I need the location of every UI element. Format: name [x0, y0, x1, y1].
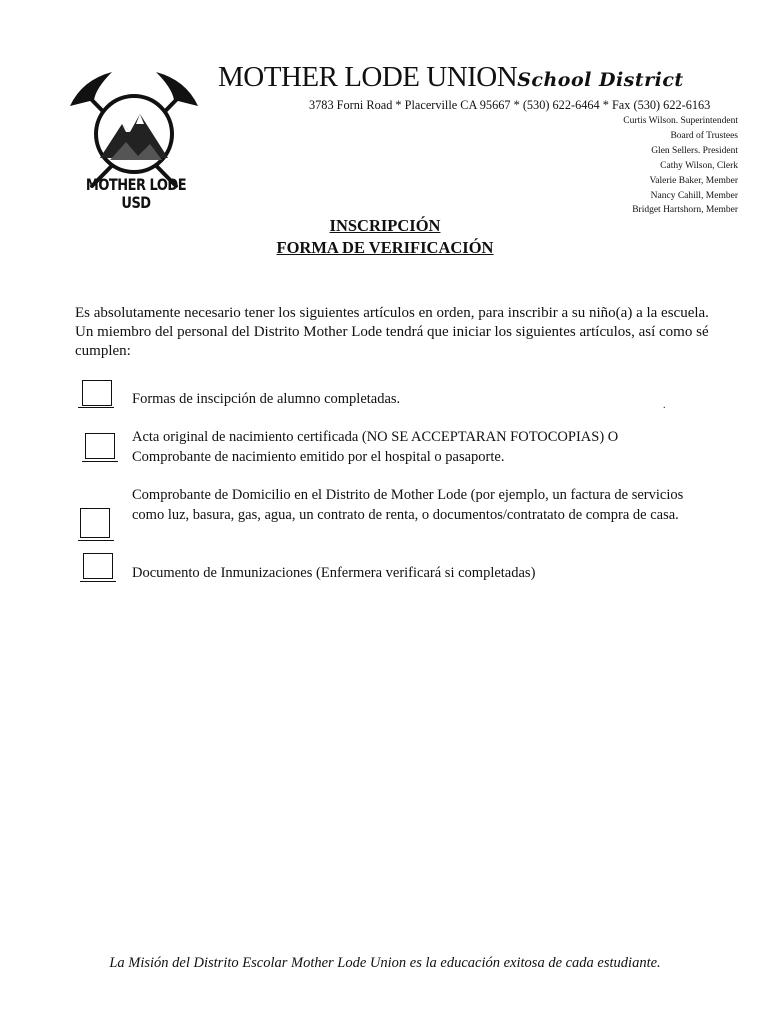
officer-line: Curtis Wilson. Superintendent: [623, 116, 738, 126]
form-title-line2: FORMA DE VERIFICACIÓN: [276, 238, 494, 257]
checkbox-proof-of-residence[interactable]: [80, 508, 110, 538]
officer-line: Glen Sellers. President: [651, 145, 738, 156]
item-enrollment-forms: Formas de inscipción de alumno completadas.: [132, 391, 401, 407]
initial-line: [80, 581, 116, 582]
logo-text: MOTHER LODE USD: [85, 177, 187, 213]
checkbox-enrollment-forms[interactable]: [82, 380, 112, 406]
officer-line: Bridget Hartshorn, Member: [632, 205, 738, 216]
officer-line: Nancy Cahill, Member: [650, 190, 738, 201]
officer-line: Board of Trustees: [670, 130, 738, 141]
officer-line: Valerie Baker, Member: [649, 175, 738, 186]
stray-mark: .: [663, 400, 666, 411]
initial-line: [82, 461, 118, 462]
officer-line: Cathy Wilson, Clerk: [660, 160, 738, 171]
initial-line: [78, 540, 114, 541]
item-immunizations: Documento de Inmunizaciones (Enfermera verificará si completadas): [132, 565, 536, 581]
item-proof-of-residence: Comprobante de Domicilio en el Distrito de Mother Lode (por ejemplo, un factura de servicios como luz, basura, gas, agua, un contrato de renta, o documentos/contratato de compra de casa.: [132, 487, 684, 523]
form-title: [0, 215, 770, 259]
mission-statement: La Misión del Distrito Escolar Mother Lode Union es la educación exitosa de cada estudiante.: [109, 955, 661, 971]
district-address: 3783 Forni Road * Placerville CA 95667 * (530) 622-6464 * Fax (530) 622-6163: [309, 98, 711, 112]
checkbox-birth-certificate[interactable]: [85, 433, 115, 459]
district-title: [218, 61, 684, 94]
officers-list: [623, 114, 738, 218]
district-title-script: School District: [517, 69, 684, 91]
district-title-main: MOTHER LODE UNION: [218, 61, 518, 93]
form-title-line1: INSCRIPCIÓN: [329, 216, 441, 235]
item-birth-certificate: Acta original de nacimiento certificada (NO SE ACCEPTARAN FOTOCOPIAS) O Comprobante de nacimiento emitido por el hospital o pasaporte.: [132, 429, 619, 465]
checkbox-immunizations[interactable]: [83, 553, 113, 579]
initial-line: [78, 407, 114, 408]
intro-paragraph: Es absolutamente necesario tener los siguientes artículos en orden, para inscribir a su niño(a) a la escuela. Un miembro del personal del Distrito Mother Lode tendrá que iniciar los siguientes artículos, así como sé cumplen:: [75, 305, 709, 359]
